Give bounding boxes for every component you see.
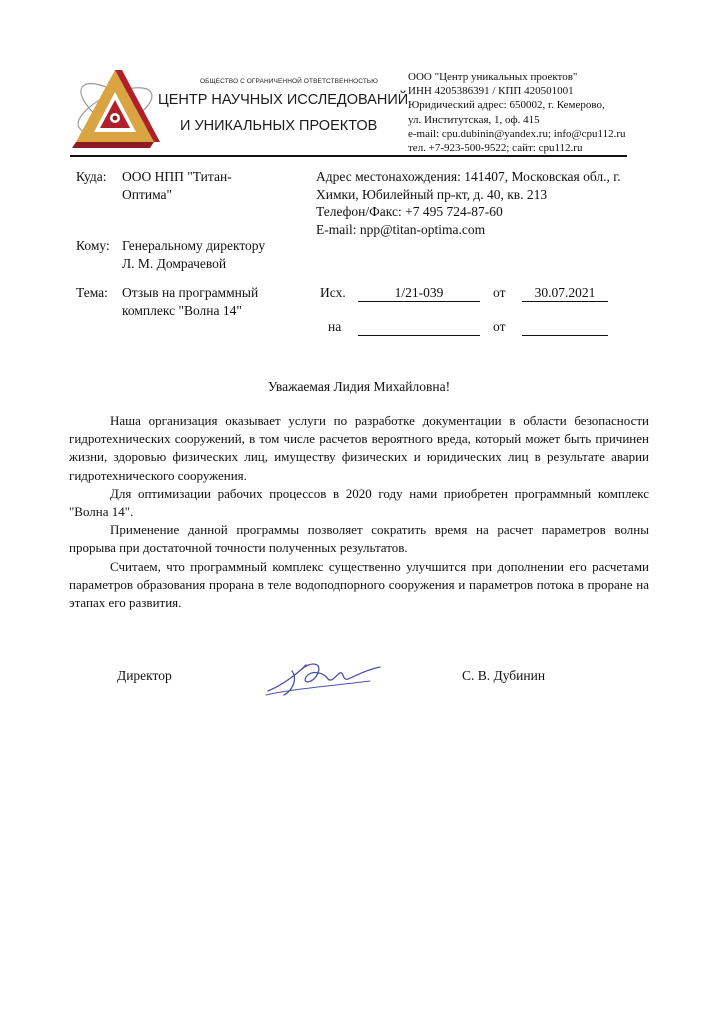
in-label: на [328,319,342,334]
requisites-block [408,70,626,155]
whom-line: Л. М. Домрачевой [122,255,227,271]
requisite-line: ИНН 4205386391 / КПП 420501001 [408,85,574,98]
subject-value [122,284,258,319]
to-value [122,168,292,203]
to-address-line: Химки, Юбилейный пр-кт, д. 40, кв. 213 [316,186,548,202]
body-paragraph: Наша организация оказывает услуги по разработке документации в области безопасности гидротехнических сооружений, в том числе расчетов вероятного вреда, который может быть причинен жизни, здоровью физических лиц, имуществу физических и юридических лиц в результате аварии гидротехнического сооружения. [69,413,649,483]
whom-value [122,237,265,272]
subject-line: Отзыв на программный [122,285,259,300]
whom-line: Генеральному директору [122,238,266,253]
signer-position: Директор [117,668,172,683]
out-number: 1/21-039 [394,285,444,300]
signer-name: С. В. Дубинин [462,668,546,683]
to-address-line: Адрес местонахождения: 141407, Московская обл., г. [316,169,621,184]
header-divider [70,155,627,157]
handwritten-signature-icon [262,655,384,699]
to-label: Куда: [76,169,107,184]
whom-label: Кому: [76,238,110,253]
requisite-line: ООО "Центр уникальных проектов" [408,71,578,83]
to-value-line: ООО НПП "Титан- [122,169,232,184]
in-from-label: от [493,319,506,334]
out-from-label: от [493,285,506,300]
org-name-line2: И УНИКАЛЬНЫХ ПРОЕКТОВ [180,118,378,134]
requisite-line: Юридический адрес: 650002, г. Кемерово, [408,99,605,112]
out-date: 30.07.2021 [534,285,596,300]
out-label: Исх. [320,285,346,300]
to-value-line: Оптима" [122,186,173,202]
to-email: E-mail: npp@titan-optima.com [316,221,486,237]
subject-label: Тема: [76,285,108,300]
body-paragraph: Применение данной программы позволяет сократить время на расчет параметров волны прорыва при достаточной точности полученных результатов. [69,522,649,556]
company-logo-icon [70,66,160,148]
requisite-line: ул. Институтская, 1, оф. 415 [408,113,540,126]
body-paragraph: Для оптимизации рабочих процессов в 2020 году нами приобретен программный комплекс "Волна 14". [69,485,649,520]
requisite-line: e-mail: cpu.dubinin@yandex.ru; info@cpu112.ru [408,127,626,140]
body-paragraph: Считаем, что программный комплекс существенно улучшится при дополнении его расчетами параметров образования прорана в теле водоподпорного сооружения и параметров потока в проране на этапах его развития. [69,558,649,611]
in-date-underline [522,335,608,336]
to-phone: Телефон/Факс: +7 495 724-87-60 [316,204,503,219]
org-type: ОБЩЕСТВО С ОГРАНИЧЕННОЙ ОТВЕТСТВЕННОСТЬЮ [200,78,378,85]
subject-line: комплекс "Волна 14" [122,302,242,318]
letter-body [69,412,649,612]
to-address-block [316,168,621,238]
out-date-underline [522,301,608,302]
requisite-line: тел. +7-923-500-9522; сайт: cpu112.ru [408,142,583,155]
greeting: Уважаемая Лидия Михайловна! [267,379,451,394]
out-number-underline [358,301,480,302]
org-name-line1: ЦЕНТР НАУЧНЫХ ИССЛЕДОВАНИЙ [158,92,409,108]
in-number-underline [358,335,480,336]
